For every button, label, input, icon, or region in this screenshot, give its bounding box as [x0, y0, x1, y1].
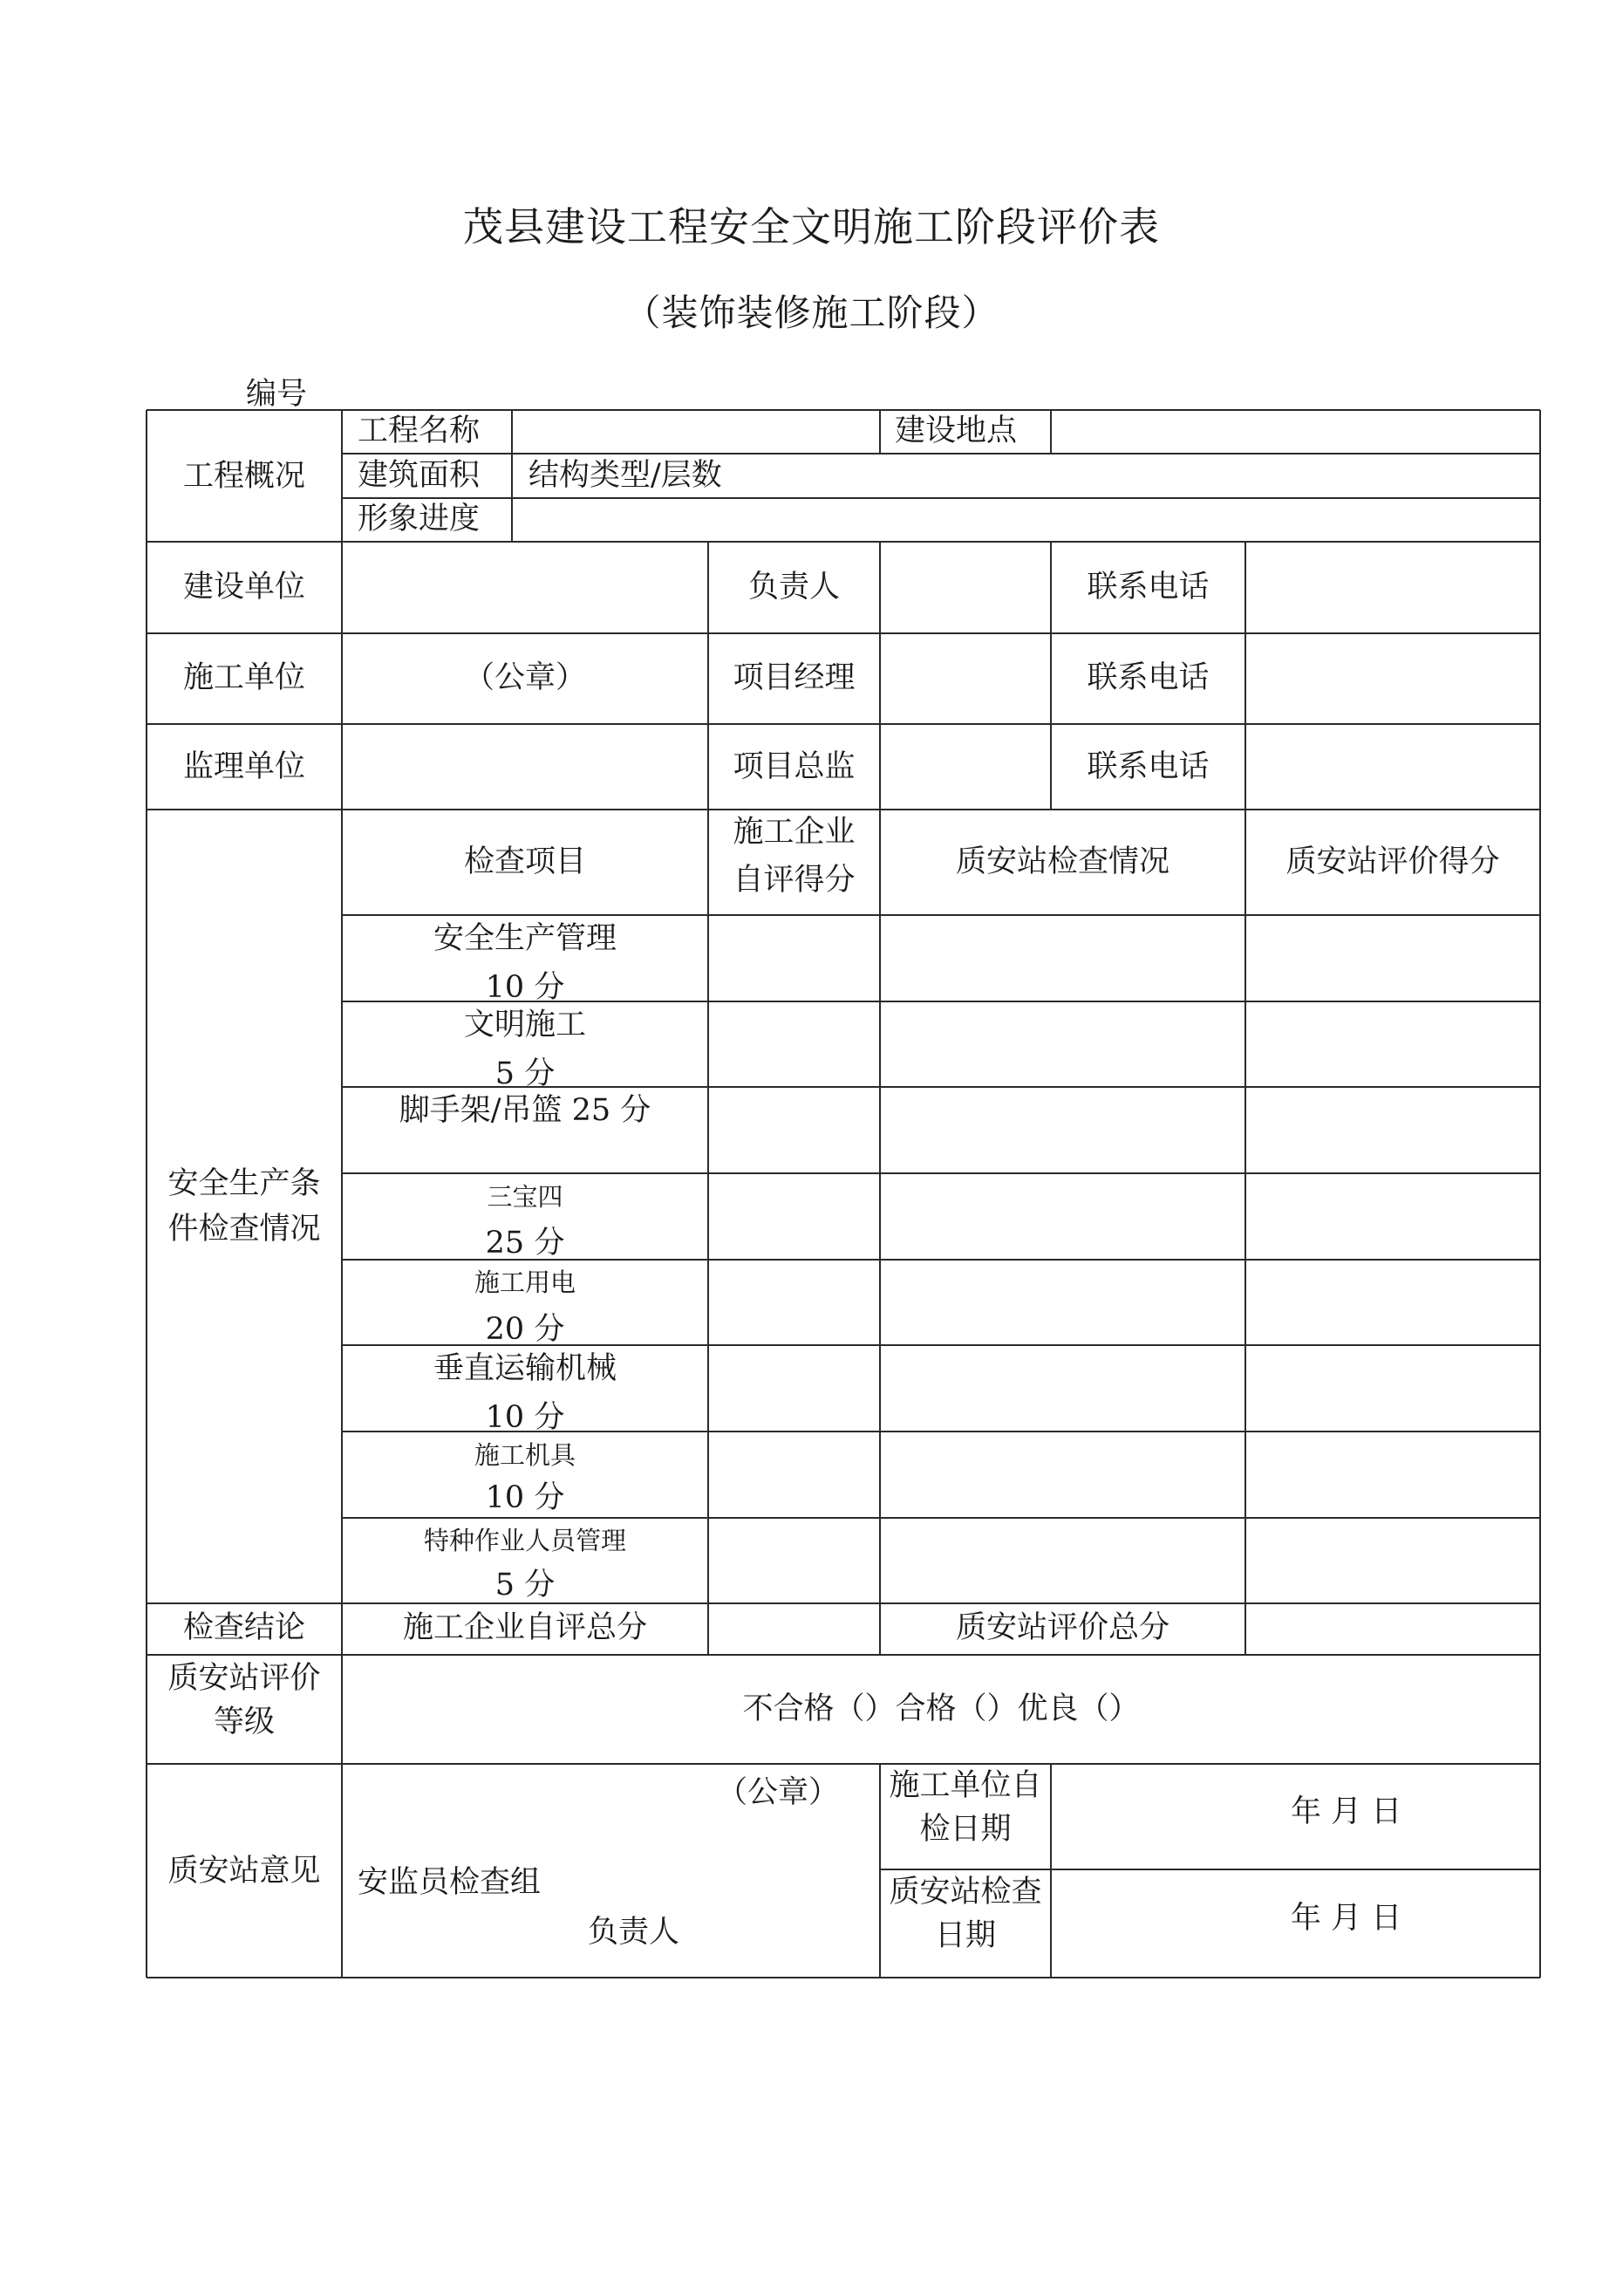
inspector-group-label: 安监员检查组: [358, 1865, 542, 1900]
item-special-operators: 特种作业人员管理: [423, 1526, 626, 1555]
item-three-treasures-score: 25 分: [485, 1226, 565, 1261]
header-station-check: 质安站检查情况: [955, 844, 1170, 879]
supervisor-phone-label: 联系电话: [1087, 749, 1210, 784]
project-location-label: 建设地点: [895, 413, 1018, 448]
owner-lead-label: 负责人: [747, 570, 840, 605]
owner-phone-label: 联系电话: [1087, 570, 1210, 605]
conclusion-label: 检查结论: [182, 1610, 305, 1645]
item-construction-tools: 施工机具: [474, 1440, 576, 1470]
opinion-label: 质安站意见: [167, 1854, 321, 1889]
builder-unit-label: 施工单位: [182, 660, 305, 695]
owner-unit-label: 建设单位: [182, 570, 305, 605]
item-three-treasures: 三宝四: [487, 1182, 563, 1212]
project-name-label: 工程名称: [358, 413, 481, 448]
page-title: 茂县建设工程安全文明施工阶段评价表: [463, 203, 1160, 250]
opinion-lead-label: 负责人: [588, 1915, 680, 1950]
supervisor-unit-label: 监理单位: [182, 749, 305, 784]
item-construction-electricity: 施工用电: [474, 1268, 576, 1297]
chief-supervisor-label: 项目总监: [733, 749, 856, 784]
item-construction-tools-score: 10 分: [485, 1480, 565, 1515]
self-check-date-label-line1: 施工单位自: [889, 1768, 1042, 1803]
serial-number-label: 编号: [246, 377, 308, 412]
overview-section-label: 工程概况: [182, 459, 305, 494]
self-check-date-label-line2: 检日期: [919, 1812, 1012, 1847]
item-scaffolding: 脚手架/吊篮 25 分: [399, 1093, 651, 1128]
item-construction-electricity-score: 20 分: [485, 1312, 565, 1347]
building-area-label: 建筑面积: [358, 458, 481, 493]
opinion-seal: （公章）: [717, 1775, 840, 1810]
structure-type-label: 结构类型/层数: [528, 458, 722, 493]
grade-options: 不合格（）合格（）优良（）: [742, 1691, 1140, 1726]
header-check-item: 检查项目: [463, 844, 586, 879]
progress-label: 形象进度: [358, 502, 481, 536]
station-check-date-value: 年 月 日: [1291, 1901, 1402, 1936]
safety-section-label-line2: 件检查情况: [167, 1212, 321, 1247]
project-manager-label: 项目经理: [733, 660, 856, 695]
header-station-score: 质安站评价得分: [1285, 844, 1500, 879]
station-total-label: 质安站评价总分: [955, 1610, 1170, 1645]
grade-label-line1: 质安站评价: [167, 1661, 321, 1696]
station-check-date-label-line1: 质安站检查: [889, 1875, 1042, 1910]
item-special-operators-score: 5 分: [494, 1568, 556, 1602]
item-safety-management-score: 10 分: [485, 970, 565, 1005]
builder-phone-label: 联系电话: [1087, 660, 1210, 695]
self-check-date-value: 年 月 日: [1291, 1794, 1402, 1829]
item-vertical-transport-score: 10 分: [485, 1400, 565, 1435]
builder-seal: （公章）: [463, 660, 586, 695]
item-civilized-construction: 文明施工: [463, 1008, 586, 1042]
page-subtitle: （装饰装修施工阶段）: [624, 291, 999, 334]
item-safety-management: 安全生产管理: [433, 921, 617, 956]
station-check-date-label-line2: 日期: [934, 1918, 996, 1953]
item-vertical-transport: 垂直运输机械: [433, 1351, 617, 1386]
header-self-score-line1: 施工企业: [733, 815, 856, 850]
header-self-score-line2: 自评得分: [733, 863, 856, 898]
self-total-label: 施工企业自评总分: [402, 1610, 647, 1645]
safety-section-label-line1: 安全生产条: [167, 1166, 321, 1201]
grade-label-line2: 等级: [213, 1705, 275, 1739]
item-civilized-construction-score: 5 分: [494, 1056, 556, 1091]
